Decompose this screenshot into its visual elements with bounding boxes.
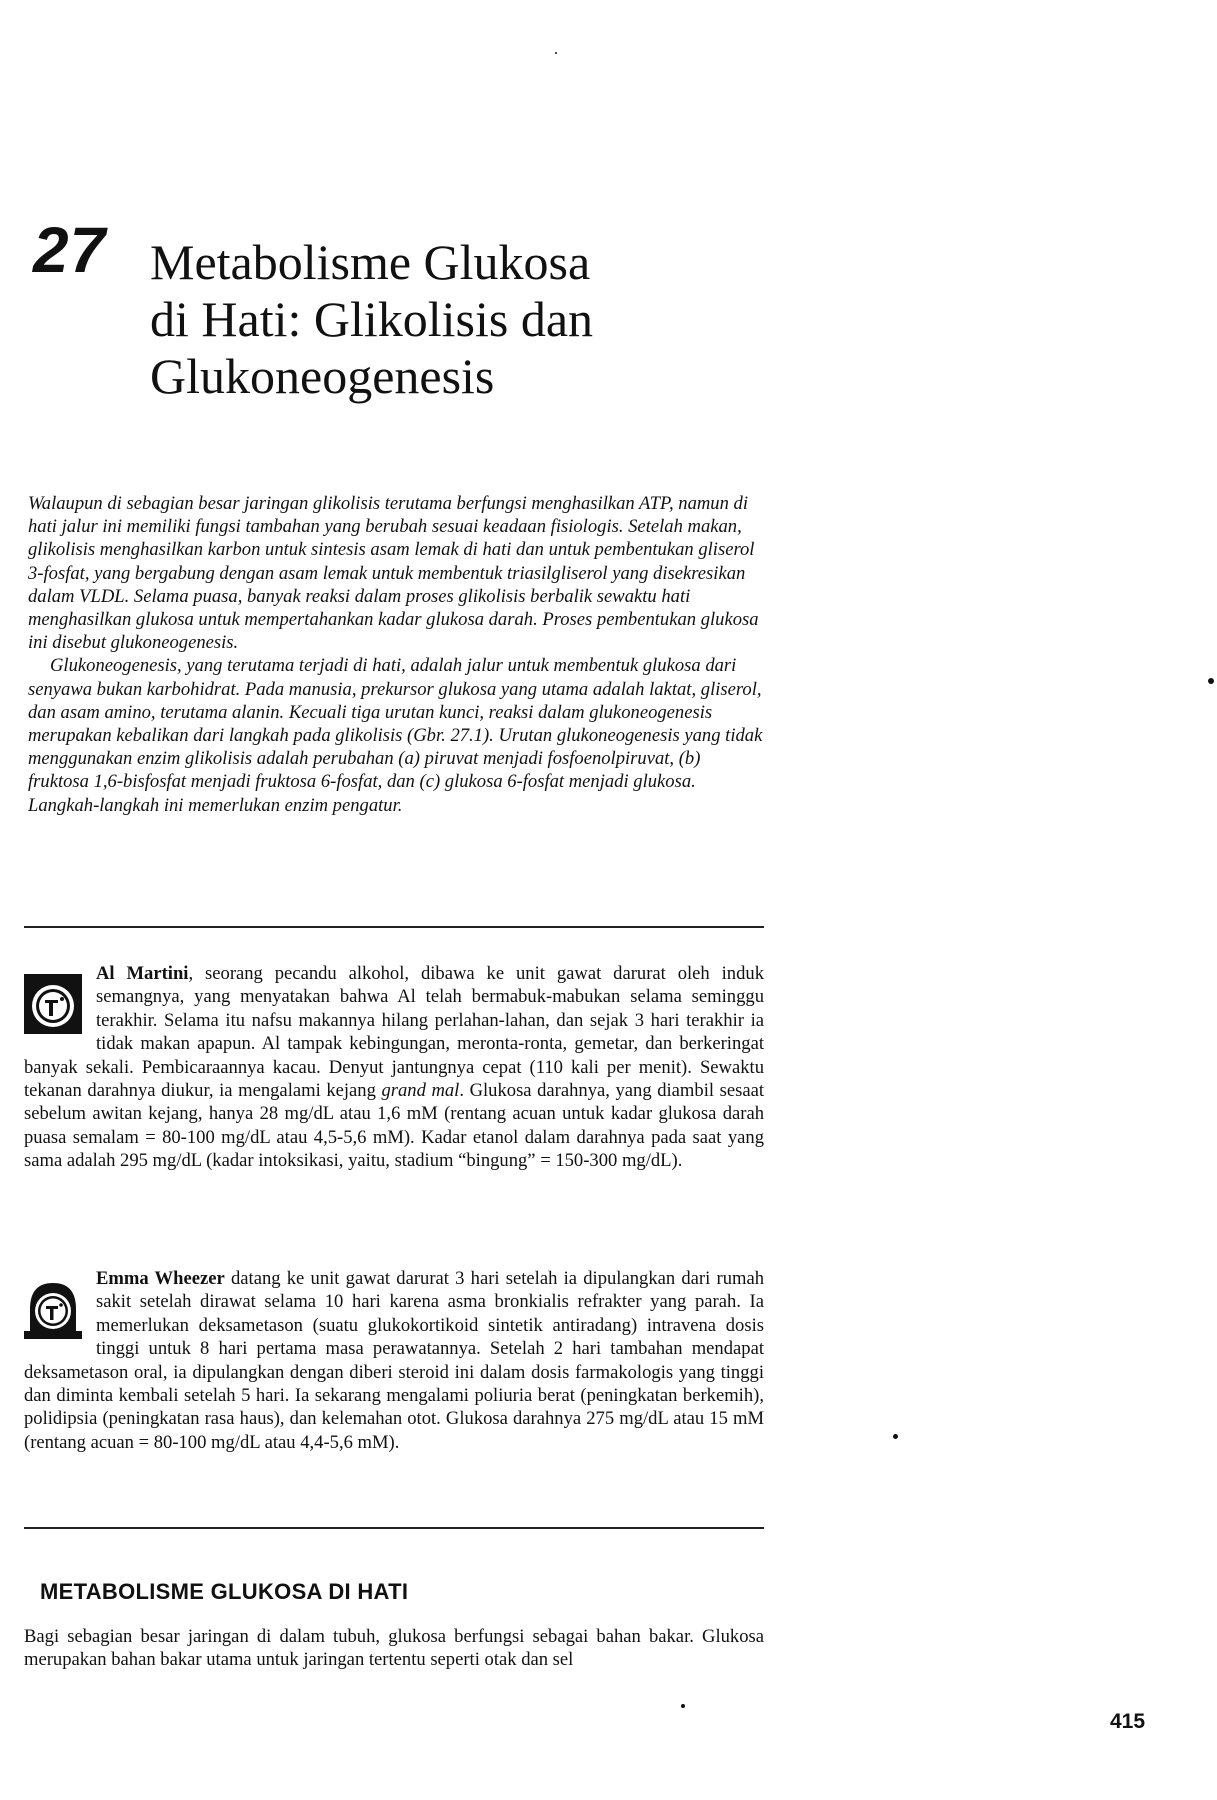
chapter-title-line: Metabolisme Glukosa [150, 234, 591, 290]
chapter-title-line: di Hati: Glikolisis dan [150, 291, 594, 347]
case-text-continued: . Glukosa darahnya, yang diambil sesaat sebelum awitan kejang, hanya 28 mg/dL atau 1,6 mM (rentang acuan untuk kadar glukosa darah puasa semalam = 80-100 mg/dL atau 4,5-5,6 mM). Kadar etanol dalam darahnya pada saat yang sama adalah 295 mg/dL (kadar intoksikasi, yaitu, stadium “bingung” = 150-300 mg/dL). [24, 1080, 764, 1172]
chapter-number: 27 [33, 214, 107, 286]
body-paragraph: Bagi sebagian besar jaringan di dalam tubuh, glukosa berfungsi sebagai bahan bakar. Glukosa merupakan bahan bakar utama untuk jaringan tertentu seperti otak dan sel [24, 1626, 764, 1671]
patient-case-al-martini [24, 962, 764, 1173]
chapter-title [150, 234, 770, 405]
case-text: datang ke unit gawat darurat 3 hari setelah ia dipulangkan dari rumah sakit setelah dirawat selama 10 hari karena asma bronkialis refrakter yang parah. Ia memerlukan deksametason (suatu glukokortikoid sintetik antiradang) intravena dosis tinggi untuk 8 hari pertama masa perawatannya. Setelah 2 hari tambahan mendapat deksametason oral, ia dipulangkan dengan diberi steroid ini dalam dosis farmakologis yang tinggi dan diminta kembali setelah 5 hari. Ia sekarang mengalami poliuria berat (peningkatan berkemih), polidipsia (peningkatan rasa haus), dan kelemahan otot. Glukosa darahnya 275 mg/dL atau 15 mM (rentang acuan = 80-100 mg/dL atau 4,4-5,6 mM). [24, 1268, 765, 1453]
scan-speck [1208, 678, 1214, 684]
scan-speck [893, 1434, 898, 1439]
scan-speck [555, 52, 557, 54]
page-number: 415 [1110, 1710, 1146, 1733]
case-paragraph [24, 1267, 764, 1454]
section-divider [24, 1527, 764, 1529]
intro-paragraph: Glukoneogenesis, yang terutama terjadi di hati, adalah jalur untuk membentuk glukosa dari senyawa bukan karbohidrat. Pada manusia, prekursor glukosa yang utama adalah laktat, gliserol, dan asam amino, terutama alanin. Kecuali tiga urutan kunci, reaksi dalam glukoneogenesis merupakan kebalikan dari langkah pada glikolisis (Gbr. 27.1). Urutan glukoneogenesis yang tidak menggunakan enzim glikolisis adalah perubahan (a) piruvat menjadi fosfoenolpiruvat, (b) fruktosa 1,6-bisfosfat menjadi fruktosa 6-fosfat, dan (c) glukosa 6-fosfat menjadi glukosa. Langkah-langkah ini memerlukan enzim pengatur. [28, 655, 763, 816]
patient-case-emma-wheezer [24, 1267, 764, 1454]
section-heading: METABOLISME GLUKOSA DI HATI [40, 1579, 409, 1604]
case-text: , seorang pecandu alkohol, dibawa ke unit gawat darurat oleh induk semangnya, yang menyatakan bahwa Al telah bermabuk-mabukan selama seminggu terakhir. Selama itu nafsu makannya hilang perlahan-lahan, dan sejak 3 hari terakhir ia tidak makan apapun. Al tampak kebingungan, meronta-ronta, gemetar, dan berkeringat banyak sekali. Pembicaraannya kacau. Denyut jantungnya cepat (110 kali per menit). Sewaktu tekanan darahnya diukur, ia mengalami kejang [24, 963, 764, 1102]
patient-face-icon [24, 1279, 82, 1339]
chapter-title-line: Glukoneogenesis [150, 348, 495, 404]
chapter-introduction [28, 492, 763, 817]
case-italic-term: grand mal [381, 1080, 460, 1102]
scan-speck [681, 1704, 685, 1708]
case-paragraph [24, 962, 764, 1173]
patient-name: Emma Wheezer [96, 1268, 225, 1289]
patient-name: Al Martini [96, 963, 189, 984]
section-divider [24, 926, 764, 928]
patient-face-icon [24, 974, 82, 1034]
intro-paragraph: Walaupun di sebagian besar jaringan glikolisis terutama berfungsi menghasilkan ATP, namun di hati jalur ini memiliki fungsi tambahan yang berubah sesuai keadaan fisiologis. Setelah makan, glikolisis menghasilkan karbon untuk sintesis asam lemak di hati dan untuk pembentukan gliserol 3-fosfat, yang bergabung dengan asam lemak untuk membentuk triasilgliserol yang disekresikan dalam VLDL. Selama puasa, banyak reaksi dalam proses glikolisis berbalik sewaktu hati menghasilkan glukosa untuk mempertahankan kadar glukosa darah. Proses pembentukan glukosa ini disebut glukoneogenesis. [28, 493, 759, 654]
section-body [24, 1625, 764, 1672]
